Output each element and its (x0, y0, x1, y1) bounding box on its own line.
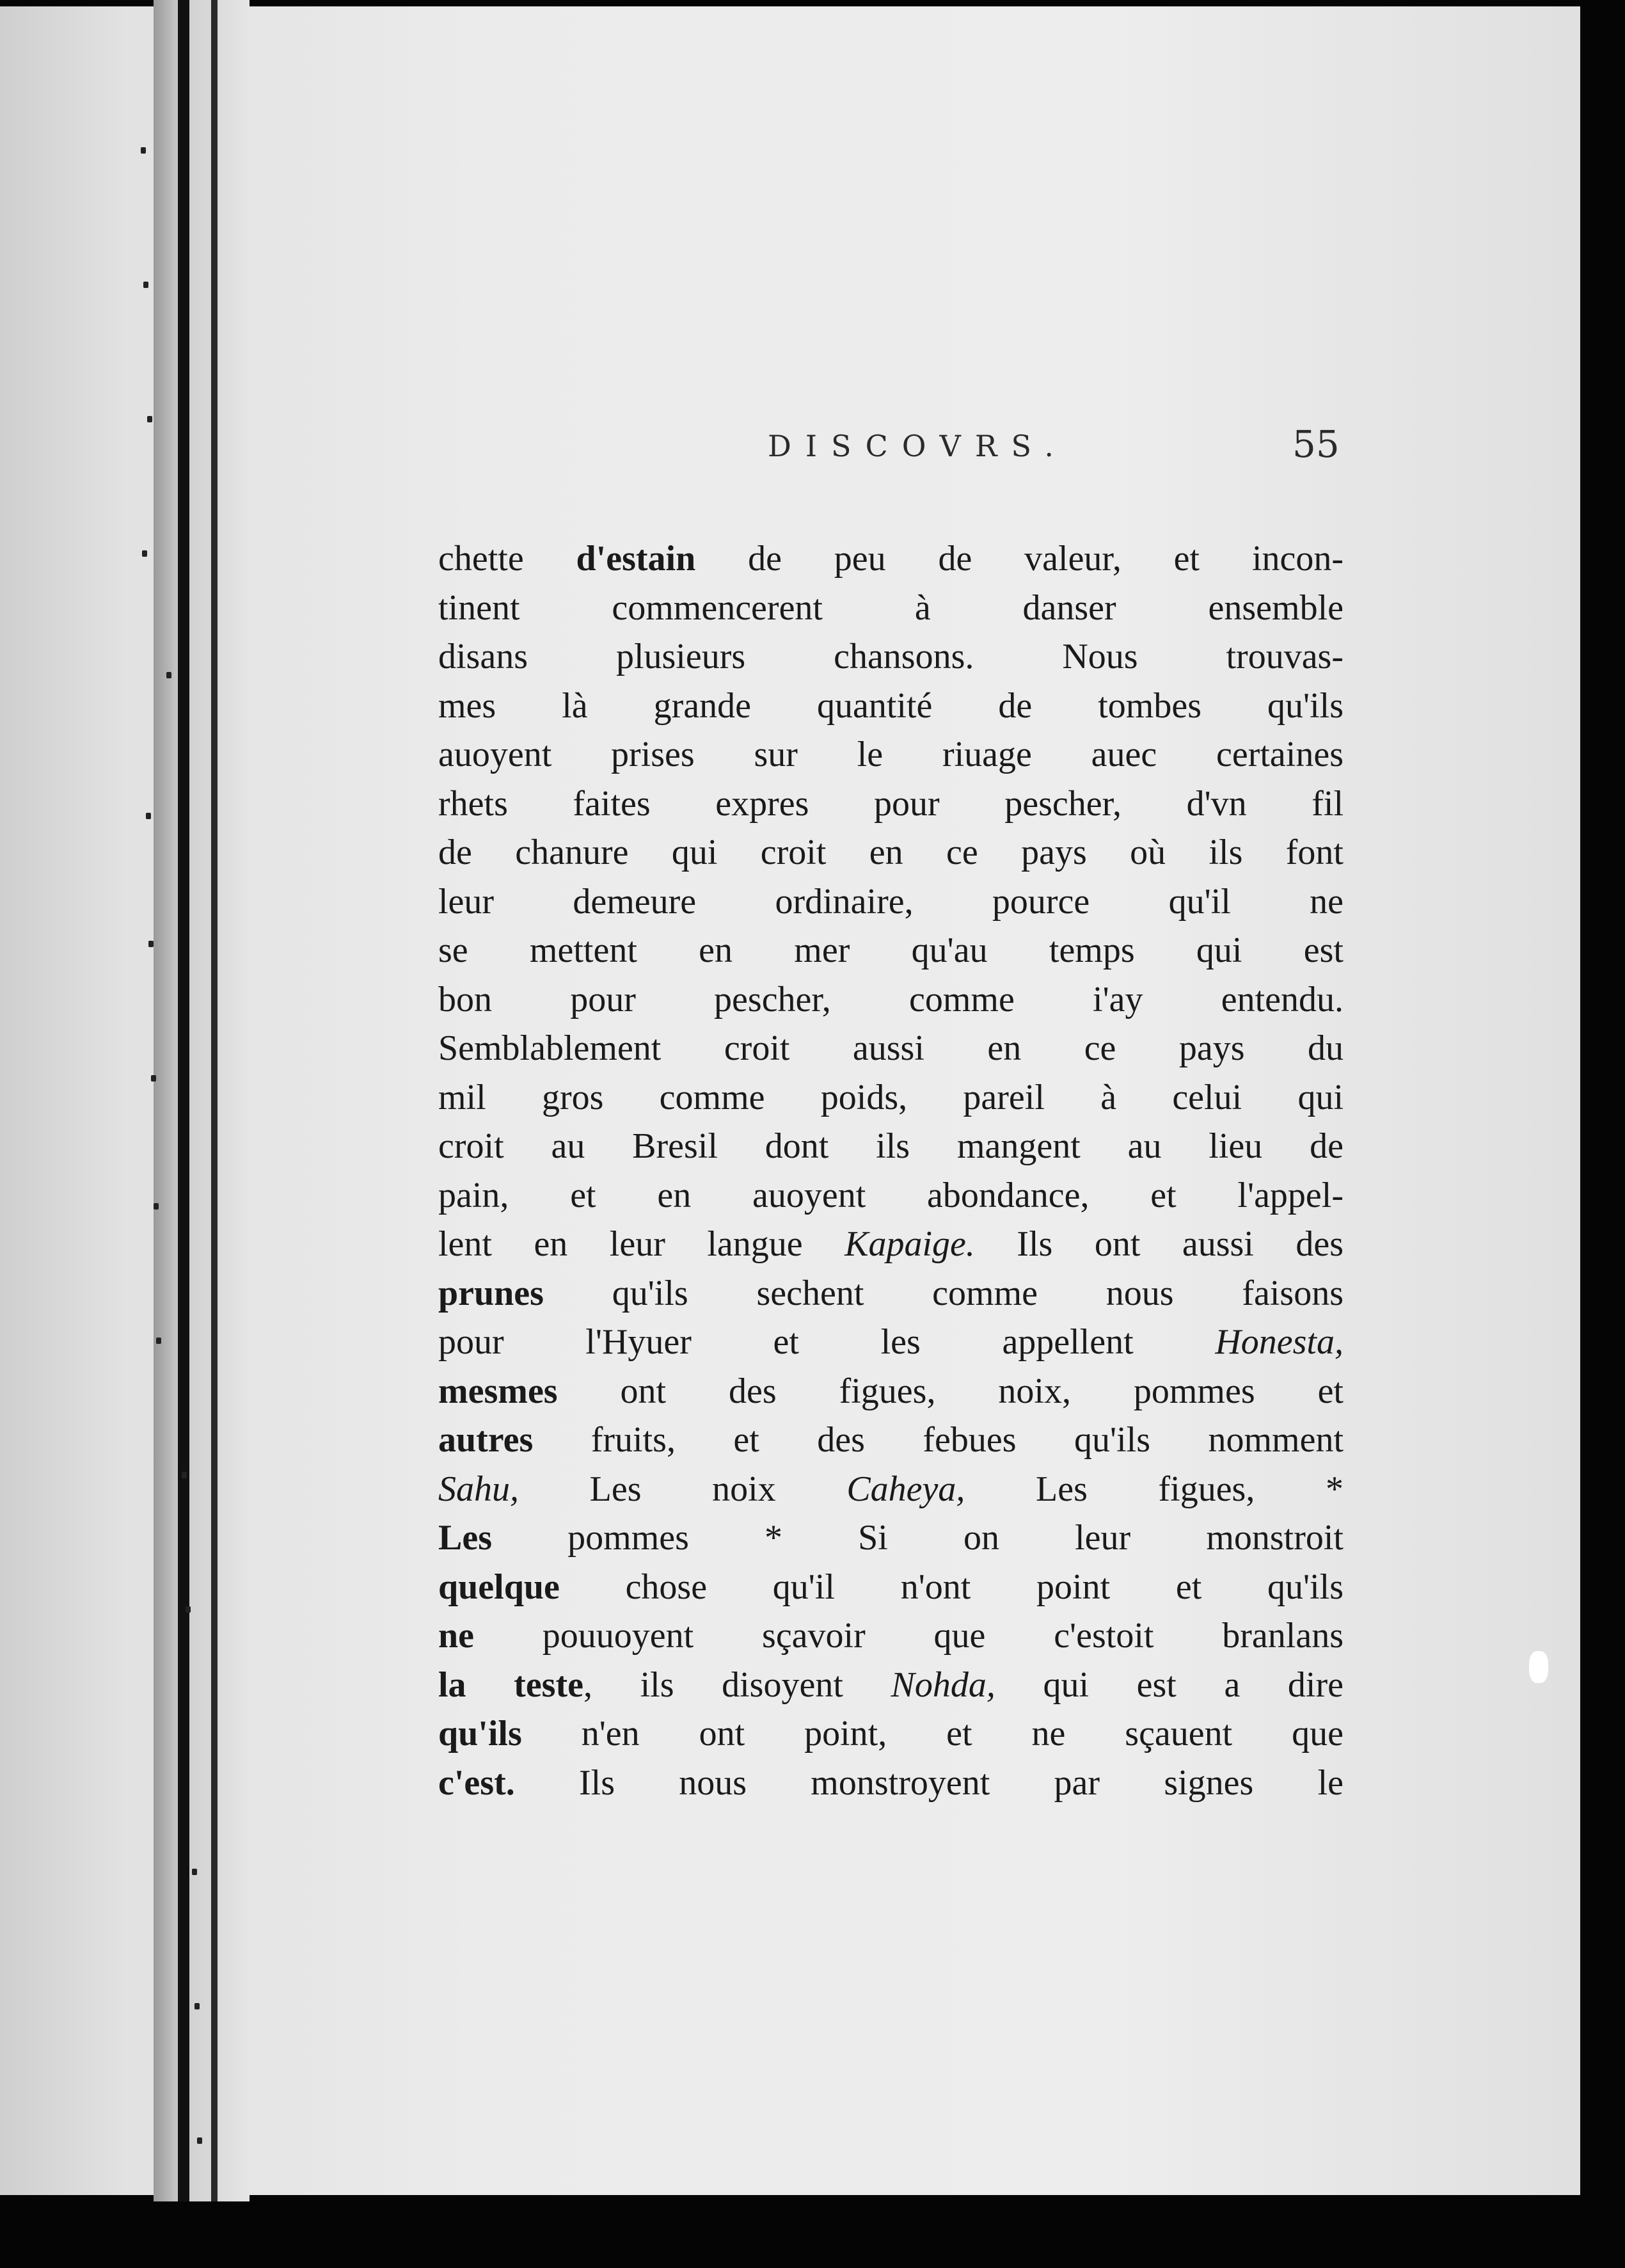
text-segment: se mettent en mer qu'au temps qui est (438, 930, 1344, 970)
body-text (438, 534, 1344, 1807)
text-line (438, 1563, 1344, 1612)
text-segment: tinent commencerent à danser ensemble (438, 587, 1344, 628)
text-segment: chose qu'il n'ont point et qu'ils (559, 1567, 1344, 1607)
text-segment: prunes (438, 1273, 544, 1313)
text-segment: pommes * Si on leur monstroit (492, 1518, 1344, 1558)
text-segment: ont des figues, noix, pommes et (557, 1371, 1344, 1411)
text-segment: de chanure qui croit en ce pays où ils font (438, 833, 1344, 872)
text-line (438, 1513, 1344, 1563)
text-line (438, 584, 1344, 633)
text-line (438, 1024, 1344, 1073)
text-line (438, 779, 1344, 829)
text-segment: Semblablement croit aussi en ce pays du (438, 1028, 1344, 1068)
text-segment: bon pour pescher, comme i'ay entendu. (438, 979, 1344, 1019)
text-line (438, 1416, 1344, 1465)
text-segment: auoyent prises sur le riuage auec certaines (438, 735, 1344, 774)
binding-marks (128, 0, 166, 2201)
text-segment: Caheya, (846, 1469, 965, 1509)
text-segment: leur demeure ordinaire, pource qu'il ne (438, 881, 1344, 922)
running-head: DISCOVRS. (768, 429, 1068, 463)
text-segment: mil gros comme poids, pareil à celui qui (438, 1077, 1344, 1117)
text-line (438, 682, 1344, 731)
text-line (438, 1465, 1344, 1514)
text-line (438, 1709, 1344, 1759)
text-line (438, 730, 1344, 779)
text-segment: d'estain (576, 539, 696, 579)
text-segment: fruits, et des febues qu'ils nomment (533, 1420, 1344, 1460)
book-gutter (154, 0, 250, 2201)
text-line (438, 926, 1344, 975)
text-segment: , ils disoyent (583, 1665, 891, 1705)
text-line (438, 1661, 1344, 1710)
text-segment: chette (438, 539, 576, 579)
text-segment: ne (438, 1616, 474, 1656)
text-line (438, 1122, 1344, 1171)
text-segment: c'est. (438, 1762, 515, 1803)
text-line (438, 632, 1344, 682)
text-segment: Sahu, (438, 1469, 519, 1509)
text-line (438, 1318, 1344, 1367)
text-line (438, 1759, 1344, 1808)
edge-blemish (1529, 1651, 1548, 1683)
text-line (438, 1171, 1344, 1220)
text-segment: Ils ont aussi des (974, 1224, 1344, 1264)
text-segment: mes là grande quantité de tombes qu'ils (438, 685, 1344, 726)
page-number: 55 (1292, 422, 1340, 466)
text-segment: quelque (438, 1567, 560, 1607)
text-segment: Kapaige. (844, 1224, 975, 1264)
text-line (438, 1073, 1344, 1122)
text-segment: qui est a dire (995, 1665, 1344, 1705)
text-segment: Nohda, (891, 1665, 995, 1705)
text-segment: lent en leur langue (438, 1224, 845, 1264)
text-segment: qu'ils sechent comme nous faisons (543, 1273, 1344, 1313)
spine-shadow-inner (211, 0, 218, 2201)
text-segment: la teste (438, 1665, 583, 1705)
text-segment: pouuoyent sçavoir que c'estoit branlans (474, 1616, 1344, 1656)
text-line (438, 1611, 1344, 1661)
text-segment: mesmes (438, 1371, 558, 1411)
text-segment: pour l'Hyuer et les appellent (438, 1322, 1216, 1362)
text-line (438, 1220, 1344, 1269)
text-segment: de peu de valeur, et incon- (695, 539, 1344, 579)
text-segment: n'en ont point, et ne sçauent que (521, 1714, 1344, 1753)
text-segment: rhets faites expres pour pescher, d'vn fil (438, 783, 1344, 824)
text-segment: Les noix (519, 1469, 847, 1509)
text-line (438, 828, 1344, 877)
text-segment: Honesta, (1215, 1322, 1344, 1362)
text-segment: pain, et en auoyent abondance, et l'appel- (438, 1175, 1344, 1215)
text-line (438, 877, 1344, 927)
spine-shadow (178, 0, 189, 2201)
text-segment: qu'ils (438, 1714, 522, 1753)
text-line (438, 975, 1344, 1025)
text-segment: croit au Bresil dont ils mangent au lieu de (438, 1126, 1344, 1166)
text-segment: autres (438, 1420, 534, 1460)
text-segment: Les figues, * (965, 1469, 1344, 1509)
text-segment: Les (438, 1518, 492, 1558)
text-line (438, 534, 1344, 584)
text-line (438, 1269, 1344, 1318)
text-line (438, 1367, 1344, 1416)
text-segment: Ils nous monstroyent par signes le (514, 1762, 1344, 1803)
text-segment: disans plusieurs chansons. Nous trouvas- (438, 637, 1344, 676)
